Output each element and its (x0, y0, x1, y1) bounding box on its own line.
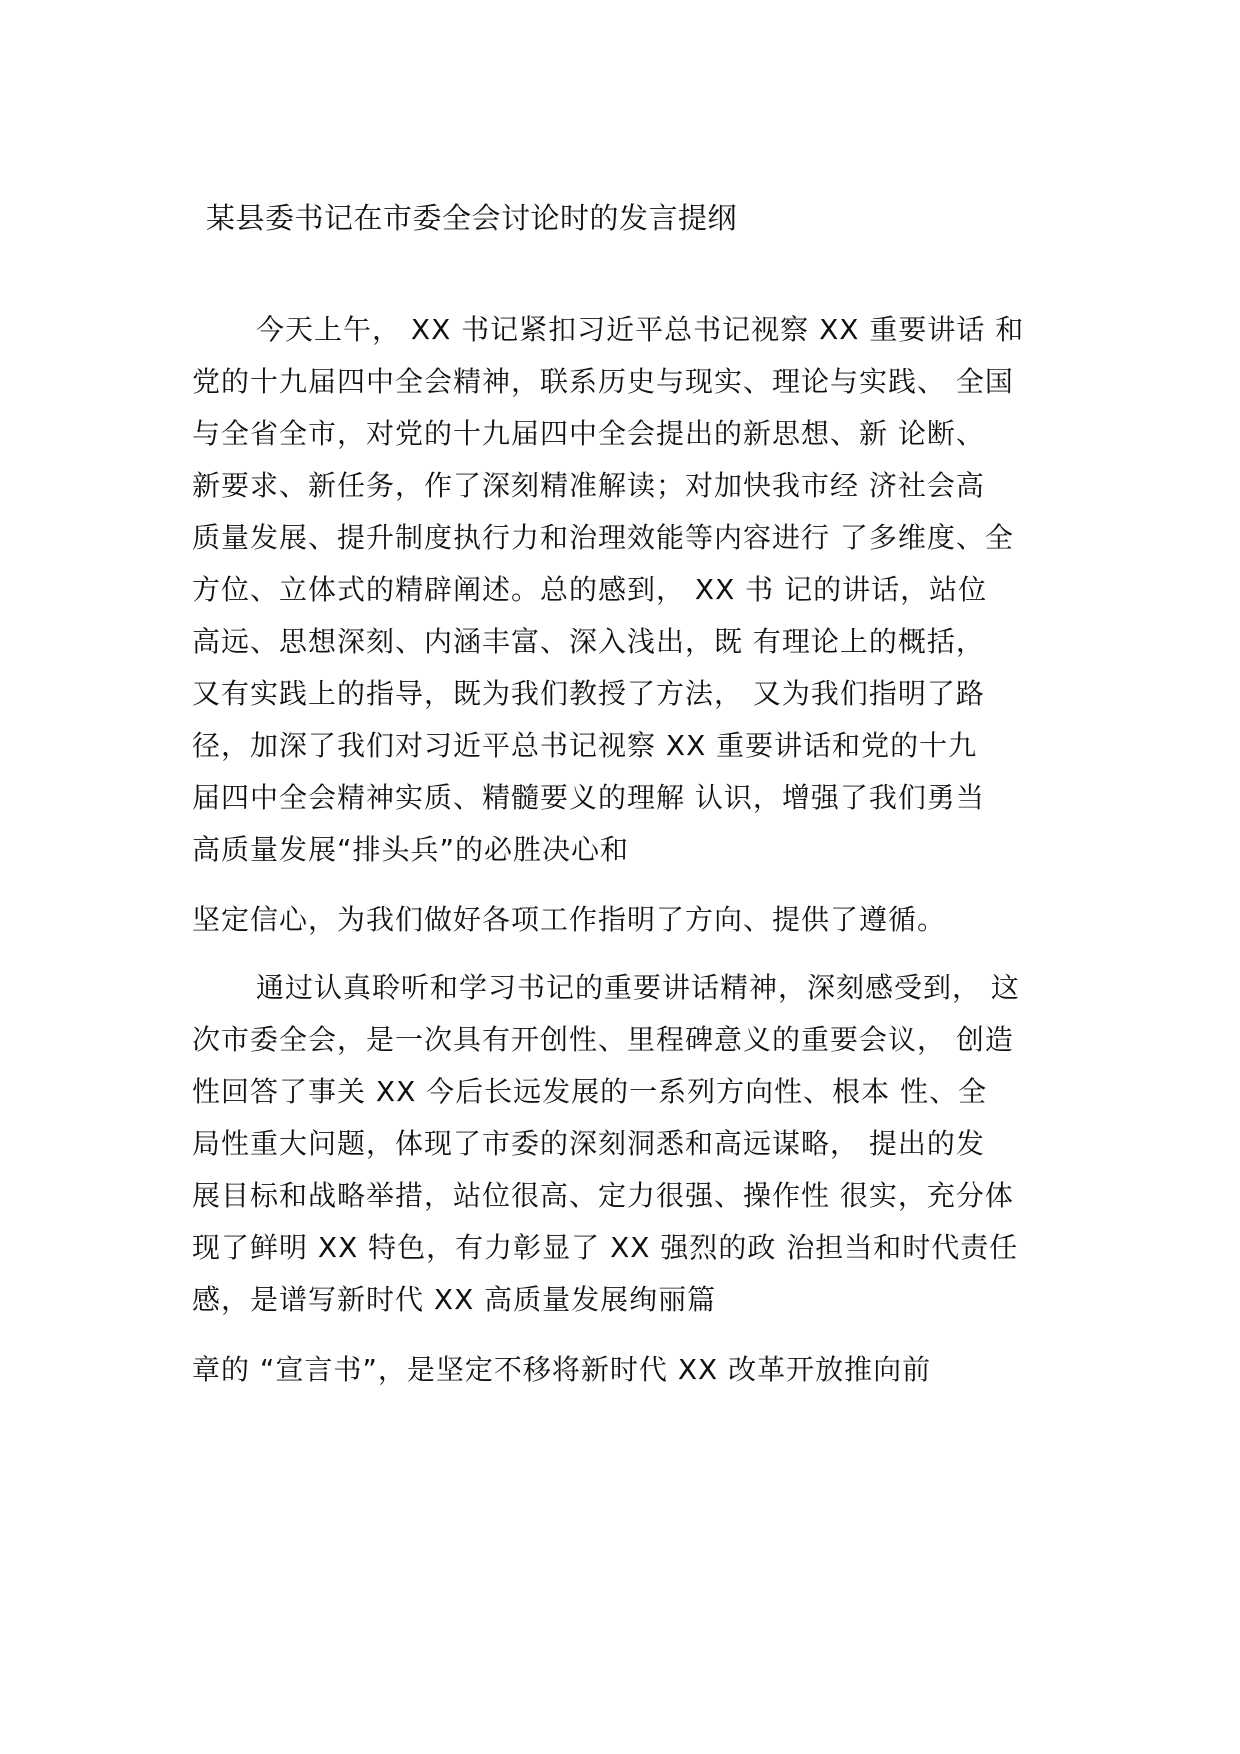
paragraph-1-line-9: 径，加深了我们对习近平总书记视察 XX 重要讲话和党的十九 (192, 729, 978, 762)
paragraph-1-line-12: 坚定信心，为我们做好各项工作指明了方向、提供了遵循。 (192, 903, 947, 936)
paragraph-1-line-7: 高远、思想深刻、内涵丰富、深入浅出，既 有理论上的概括， (192, 625, 985, 658)
paragraph-2-line-7: 感，是谱写新时代 XX 高质量发展绚丽篇 (192, 1283, 717, 1316)
paragraph-1-line-11: 高质量发展“排头兵”的必胜决心和 (192, 833, 630, 866)
paragraph-1-line-10: 届四中全会精神实质、精髓要义的理解 认识，增强了我们勇当 (192, 781, 985, 814)
paragraph-1-line-6: 方位、立体式的精辟阐述。总的感到， XX 书 记的讲话，站位 (192, 573, 988, 606)
paragraph-2-line-1: 通过认真聆听和学习书记的重要讲话精神，深刻感受到， 这 (256, 971, 1020, 1004)
paragraph-2-line-8: 章的 “宣言书”，是坚定不移将新时代 XX 改革开放推向前 (192, 1353, 932, 1386)
paragraph-2-line-5: 展目标和战略举措，站位很高、定力很强、操作性 很实，充分体 (192, 1179, 1014, 1212)
paragraph-1-line-1: 今天上午， XX 书记紧扣习近平总书记视察 XX 重要讲话 和 (256, 313, 1025, 346)
paragraph-2-line-3: 性回答了事关 XX 今后长远发展的一系列方向性、根本 性、全 (192, 1075, 988, 1108)
document-title: 某县委书记在市委全会讨论时的发言提纲 (206, 201, 738, 235)
paragraph-2-line-2: 次市委全会，是一次具有开创性、里程碑意义的重要会议， 创造 (192, 1023, 1014, 1056)
paragraph-1-line-2: 党的十九届四中全会精神，联系历史与现实、理论与实践、 全国 (192, 365, 1014, 398)
paragraph-1-line-3: 与全省全市，对党的十九届四中全会提出的新思想、新 论断、 (192, 417, 985, 450)
paragraph-1-line-8: 又有实践上的指导，既为我们教授了方法， 又为我们指明了路 (192, 677, 985, 710)
paragraph-2-line-6: 现了鲜明 XX 特色，有力彰显了 XX 强烈的政 治担当和时代责任 (192, 1231, 1019, 1264)
paragraph-1-line-4: 新要求、新任务，作了深刻精准解读；对加快我市经 济社会高 (192, 469, 985, 502)
paragraph-2-line-4: 局性重大问题，体现了市委的深刻洞悉和高远谋略， 提出的发 (192, 1127, 985, 1160)
paragraph-1-line-5: 质量发展、提升制度执行力和治理效能等内容进行 了多维度、全 (192, 521, 1014, 554)
